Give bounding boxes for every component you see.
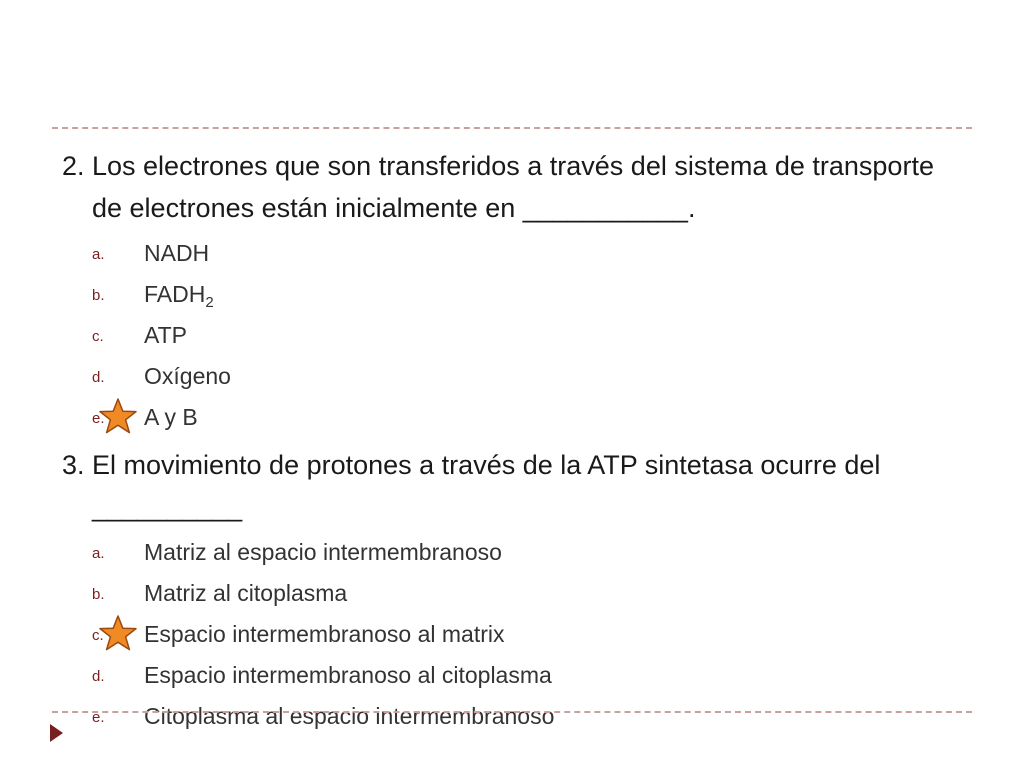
question-2-options (62, 233, 962, 438)
question-3-options (62, 532, 962, 737)
option-text: Citoplasma al espacio intermembranoso (144, 703, 555, 729)
option-subscript: 2 (205, 294, 214, 311)
option-3c (62, 614, 962, 655)
option-text: FADH (144, 281, 206, 307)
option-text: Matriz al citoplasma (144, 580, 348, 606)
bottom-dashed-divider (52, 711, 972, 713)
option-3d (62, 655, 962, 696)
question-2 (62, 145, 962, 229)
option-letter: e. (92, 709, 105, 726)
question-3 (62, 444, 962, 528)
option-text: Oxígeno (144, 363, 231, 389)
option-2b (62, 274, 962, 315)
option-text: ATP (144, 322, 188, 348)
option-2c (62, 315, 962, 356)
option-letter: d. (92, 668, 105, 685)
option-letter: d. (92, 369, 105, 386)
option-letter: b. (92, 287, 105, 304)
star-icon (98, 397, 138, 437)
top-dashed-divider (52, 127, 972, 129)
option-2e (62, 397, 962, 438)
triangle-play-icon (50, 724, 63, 742)
option-text: NADH (144, 240, 210, 266)
question-text: Los electrones que son transferidos a través del sistema de transporte de electrones están inicialmente en ___________. (92, 151, 934, 223)
option-letter: a. (92, 246, 105, 263)
option-text: Matriz al espacio intermembranoso (144, 539, 502, 565)
option-3e (62, 696, 962, 737)
option-letter: c. (92, 627, 104, 644)
option-letter: a. (92, 545, 105, 562)
option-letter: e. (92, 410, 105, 427)
question-number: 3. (62, 450, 85, 480)
option-letter: b. (92, 586, 105, 603)
option-3a (62, 532, 962, 573)
option-3b (62, 573, 962, 614)
star-icon (98, 614, 138, 654)
option-2a (62, 233, 962, 274)
slide-content (62, 145, 962, 743)
question-number: 2. (62, 151, 85, 181)
option-text: Espacio intermembranoso al matrix (144, 621, 505, 647)
option-text: Espacio intermembranoso al citoplasma (144, 662, 552, 688)
option-2d (62, 356, 962, 397)
option-letter: c. (92, 328, 104, 345)
question-text: El movimiento de protones a través de la ATP sintetasa ocurre del __________ (92, 450, 881, 522)
option-text: A y B (144, 404, 198, 430)
